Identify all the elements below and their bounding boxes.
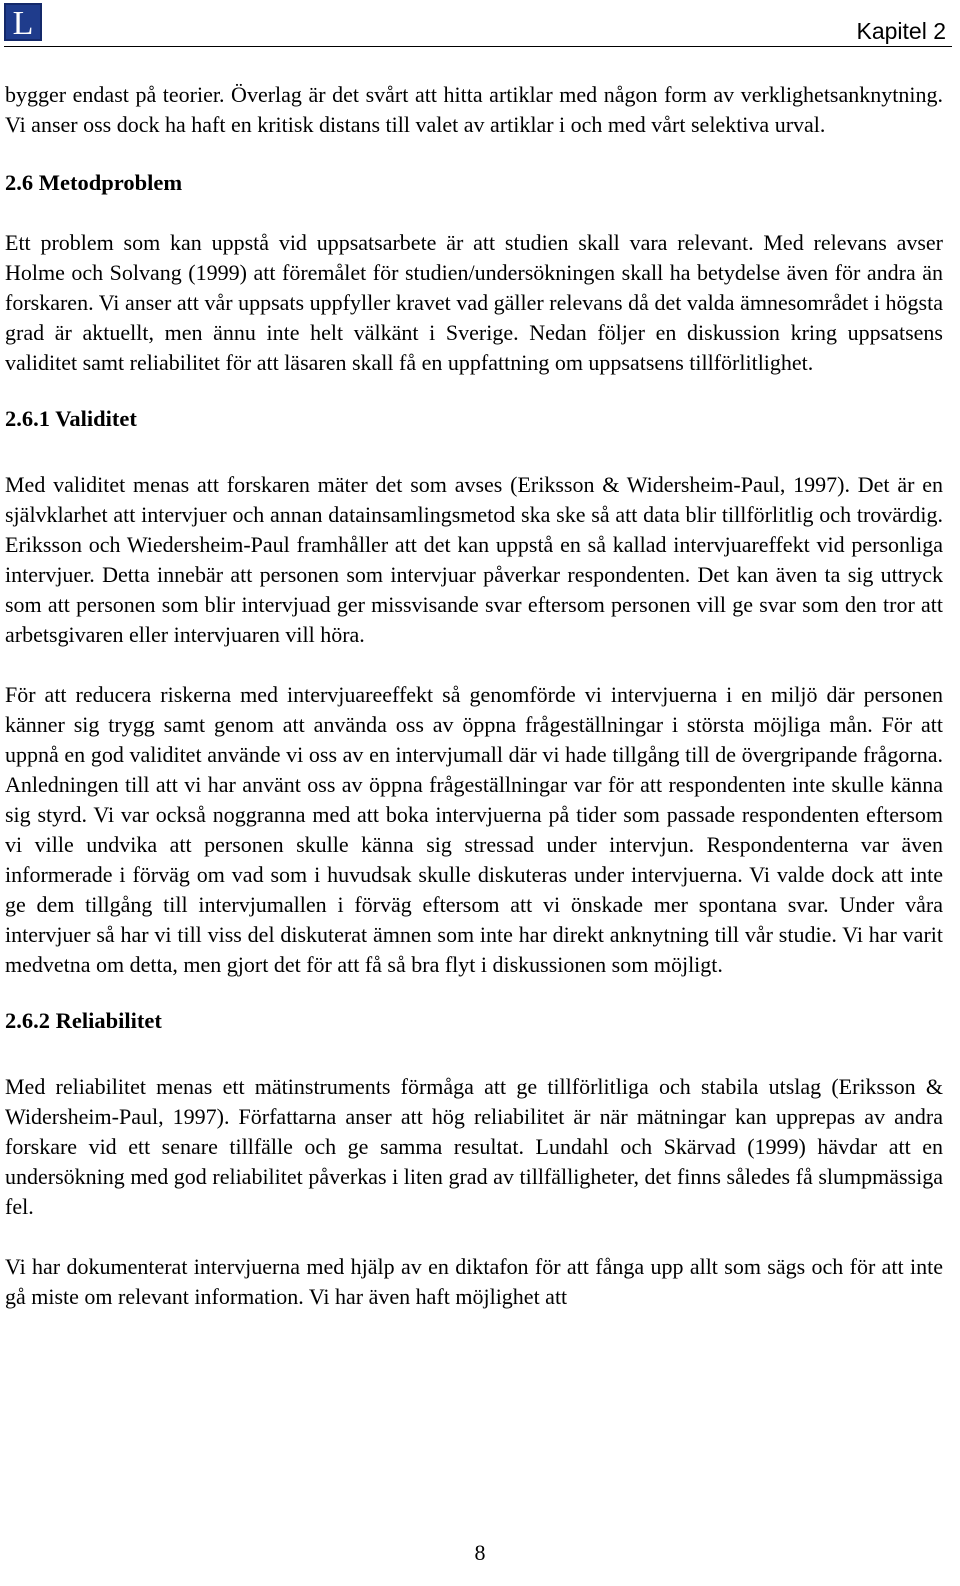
university-logo-icon: L [4,3,42,41]
header-rule [4,46,952,47]
page-header [0,0,960,52]
paragraph: Vi har dokumenterat intervjuerna med hjälp av en diktafon för att fånga upp allt som sägs och för att inte gå miste om relevant information. Vi har även haft möjlighet att [5,1254,943,1309]
section-heading: 2.6 Metodproblem [5,170,183,195]
page-body [5,80,943,1312]
page-number: 8 [474,1540,486,1565]
paragraph: Med reliabilitet menas ett mätinstruments förmåga att ge tillförlitliga och stabila utslag (Eriksson & Widersheim-Paul, 1997). Författarna anser att hög reliabilitet är när mätningar kan upprepas av andra forskare vid ett senare tillfälle och ge samma resultat. Lundahl och Skärvad (1999) hävdar att en undersökning med god reliabilitet påverkas i liten grad av tillfälligheter, det finns således få slumpmässiga fel. [5,1074,943,1219]
chapter-label: Kapitel 2 [856,18,946,44]
paragraph: Med validitet menas att forskaren mäter det som avses (Eriksson & Widersheim-Paul, 1997). Det är en självklarhet att intervjuer och annan datainsamlingsmetod ska ske så att data blir tillförlitlig och trovärdig. Eriksson och Wiedersheim-Paul framhåller att det kan uppstå en så kallad intervjuareffekt vid personliga intervjuer. Detta innebär att personen som intervjuar påverkar respondenten. Det kan även ta sig uttryck som att personen som blir intervjuad ger missvisande svar eftersom personen vill ge svar som den tror att arbetsgivaren eller intervjuaren vill höra. [5,472,943,647]
paragraph: bygger endast på teorier. Överlag är det svårt att hitta artiklar med någon form av verklighetsanknytning. Vi anser oss dock ha haft en kritisk distans till valet av artiklar i och med vårt selektiva urval. [5,82,943,137]
subsection-heading: 2.6.2 Reliabilitet [5,1008,162,1033]
paragraph: Ett problem som kan uppstå vid uppsatsarbete är att studien skall vara relevant. Med relevans avser Holme och Solvang (1999) att föremålet för studien/undersökningen skall ha betydelse även för andra än forskaren. Vi anser att vår uppsats uppfyller kravet vad gäller relevans då det valda ämnesområdet i högsta grad är aktuellt, men ännu inte helt välkänt i Sverige. Nedan följer en diskussion kring uppsatsens validitet samt reliabilitet för att läsaren skall få en uppfattning om uppsatsens tillförlitlighet. [5,230,943,375]
paragraph: För att reducera riskerna med intervjuareeffekt så genomförde vi intervjuerna i en miljö där personen känner sig trygg samt genom att använda oss av öppna frågeställningar i största möjliga mån. För att uppnå en god validitet använde vi oss av en intervjumall där vi hade tillgång till de övergripande frågorna. Anledningen till att vi har använt oss av öppna frågeställningar var för att respondenten inte skulle känna sig styrd. Vi var också noggranna med att boka intervjuerna på tider som passade respondenten eftersom vi ville undvika att personen skulle känna sig stressad under intervjun. Respondenterna var även informerade i förväg om vad som i huvudsak skulle diskuteras under intervjuerna. Vi valde dock att inte ge dem tillgång till intervjumallen i förväg eftersom att vi önskade mer spontana svar. Under våra intervjuer så har vi till viss del diskuterat ämnen som inte har direkt anknytning till vår studie. Vi har varit medvetna om detta, men gjort det för att få så bra flyt i diskussionen som möjligt. [5,682,943,977]
subsection-heading: 2.6.1 Validitet [5,406,137,431]
